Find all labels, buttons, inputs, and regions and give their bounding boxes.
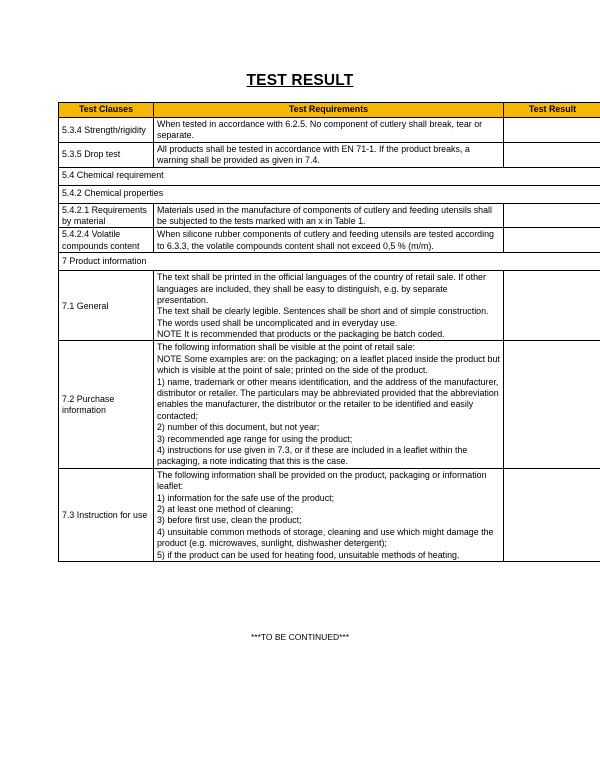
requirement-cell: The following information shall be provided on the product, packaging or information leaflet: 1) information for the safe use of the product; 2) at least one method of cleaning; 3) before first use, clean the product; 4) unsuitable common methods of storage, cleaning and use which might damage the product (e.g. microwaves, sunlight, dishwasher detergent); 5) if the product can be used for heating food, unsuitable methods of heating. xyxy=(154,468,504,561)
requirement-cell: Materials used in the manufacture of components of cutlery and feeding utensils shall be subjected to the tests marked with an x in Table 1. xyxy=(154,203,504,228)
requirement-cell: The following information shall be visible at the point of retail sale: NOTE Some examples are: on the packaging; on a leaflet placed inside the product but which is visible at the point of sale; printed on the side of the product. 1) name, trademark or other means identification, and the address of the manufacturer, distributor or retailer. The particulars may be abbreviated provided that the abbreviation enables the manufacturer, the distributor or the retailer to be identified and easily contacted; 2) number of this document, but not year; 3) recommended age range for using the product; 4) instructions for use given in 7.3, or if these are included in a leaflet within the packaging, a note indicating that this is the case. xyxy=(154,341,504,468)
table-row xyxy=(59,203,600,228)
table-row xyxy=(59,468,600,561)
table-row xyxy=(59,118,600,143)
result-cell xyxy=(504,341,600,468)
result-cell xyxy=(504,468,600,561)
section-heading: 7 Product information xyxy=(59,253,600,271)
result-cell xyxy=(504,271,600,341)
requirement-cell: All products shall be tested in accordance with EN 71-1. If the product breaks, a warning shall be provided as given in 7.4. xyxy=(154,142,504,167)
section-row xyxy=(59,185,600,203)
result-cell xyxy=(504,203,600,228)
section-heading: 5.4 Chemical requirement xyxy=(59,167,600,185)
section-heading: 5.4.2 Chemical properties xyxy=(59,185,600,203)
clause-cell: 5.4.2.4 Volatile compounds content xyxy=(59,228,154,253)
clause-cell: 7.1 General xyxy=(59,271,154,341)
table-row xyxy=(59,341,600,468)
page-title: TEST RESULT xyxy=(246,72,354,89)
requirement-cell: When tested in accordance with 6.2.5. No component of cutlery shall break, tear or separate. xyxy=(154,118,504,143)
table-row xyxy=(59,142,600,167)
clause-cell: 5.4.2.1 Requirements by material xyxy=(59,203,154,228)
table-row xyxy=(59,271,600,341)
table-body xyxy=(59,118,600,562)
clause-cell: 7.2 Purchase information xyxy=(59,341,154,468)
table-header-row xyxy=(59,103,600,118)
clause-cell: 5.3.5 Drop test xyxy=(59,142,154,167)
requirement-cell: When silicone rubber components of cutlery and feeding utensils are tested according to 6.3.3, the volatile compounds content shall not exceed 0,5 % (m/m). xyxy=(154,228,504,253)
section-row xyxy=(59,253,600,271)
table-row xyxy=(59,228,600,253)
result-cell xyxy=(504,228,600,253)
clause-cell: 5.3.4 Strength/rigidity xyxy=(59,118,154,143)
header-test-requirements: Test Requirements xyxy=(154,103,504,118)
test-result-table xyxy=(58,102,600,562)
requirement-cell: The text shall be printed in the official languages of the country of retail sale. If other languages are included, they shall be easy to distinguish, e.g. by separate presentation. The text shall be clearly legible. Sentences shall be short and of simple construction. The words used shall be uncomplicated and in everyday use. NOTE It is recommended that products or the packaging be batch coded. xyxy=(154,271,504,341)
result-cell xyxy=(504,142,600,167)
header-test-clauses: Test Clauses xyxy=(59,103,154,118)
header-test-result: Test Result xyxy=(504,103,600,118)
result-cell xyxy=(504,118,600,143)
continuation-note: ***TO BE CONTINUED*** xyxy=(250,632,350,642)
clause-cell: 7.3 Instruction for use xyxy=(59,468,154,561)
section-row xyxy=(59,167,600,185)
